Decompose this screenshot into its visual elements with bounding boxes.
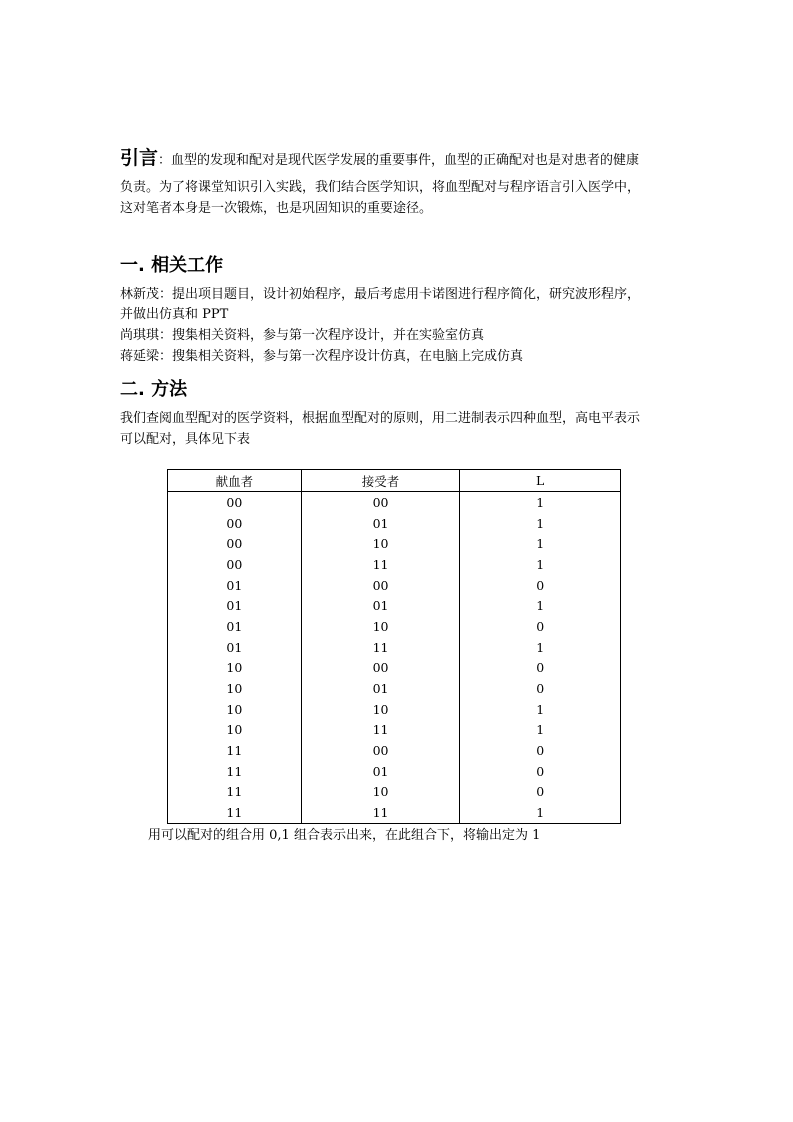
cell-donor: 11: [168, 740, 302, 761]
cell-output: 1: [460, 720, 621, 741]
cell-recipient: 11: [301, 554, 460, 575]
section-1-item-3: 尚琪琪：搜集相关资料，参与第一次程序设计，并在实验室仿真: [120, 328, 485, 343]
table-note: 用可以配对的组合用 0,1 组合表示出来，在此组合下，将输出定为 1: [148, 828, 541, 843]
section-1-item-1: 林新茂：提出项目题目，设计初始程序，最后考虑用卡诺图进行程序简化，研究波形程序，: [120, 287, 641, 302]
table-body: [168, 492, 621, 824]
cell-output: 1: [460, 699, 621, 720]
cell-output: 1: [460, 802, 621, 823]
table-row: [168, 678, 621, 699]
intro-line-3: 这对笔者本身是一次锻炼，也是巩固知识的重要途径。: [120, 201, 433, 216]
table-row: [168, 554, 621, 575]
section-1-item-4: 蒋延梁：搜集相关资料，参与第一次程序设计仿真，在电脑上完成仿真: [120, 349, 524, 364]
intro-line-1: ：血型的发现和配对是现代医学发展的重要事件，血型的正确配对也是对患者的健康: [158, 153, 640, 168]
table-row: [168, 782, 621, 803]
table-header-row: [168, 470, 621, 492]
cell-donor: 00: [168, 492, 302, 513]
section-2-title: 二. 方法: [120, 379, 188, 400]
cell-donor: 11: [168, 782, 302, 803]
table-row: [168, 699, 621, 720]
table-row: [168, 658, 621, 679]
cell-recipient: 10: [301, 782, 460, 803]
cell-recipient: 10: [301, 616, 460, 637]
section-1-item-2: 并做出仿真和 PPT: [120, 307, 229, 322]
cell-recipient: 11: [301, 720, 460, 741]
header-output: L: [460, 470, 621, 492]
cell-output: 0: [460, 658, 621, 679]
cell-recipient: 00: [301, 575, 460, 596]
cell-output: 1: [460, 595, 621, 616]
cell-output: 1: [460, 513, 621, 534]
cell-recipient: 01: [301, 678, 460, 699]
table-row: [168, 761, 621, 782]
blood-type-table: [167, 469, 621, 824]
intro-line-2: 负责。为了将课堂知识引入实践，我们结合医学知识，将血型配对与程序语言引入医学中，: [120, 180, 641, 195]
section-2-line-2: 可以配对，具体见下表: [120, 432, 251, 447]
intro-paragraph: [120, 145, 676, 222]
section-1-title: 一. 相关工作: [120, 255, 224, 276]
table-row: [168, 492, 621, 513]
cell-output: 1: [460, 492, 621, 513]
cell-donor: 00: [168, 554, 302, 575]
header-donor: 献血者: [168, 470, 302, 492]
cell-donor: 11: [168, 761, 302, 782]
cell-recipient: 11: [301, 637, 460, 658]
cell-donor: 01: [168, 637, 302, 658]
cell-recipient: 10: [301, 533, 460, 554]
cell-donor: 10: [168, 720, 302, 741]
cell-donor: 00: [168, 533, 302, 554]
cell-recipient: 01: [301, 595, 460, 616]
cell-donor: 10: [168, 678, 302, 699]
cell-donor: 00: [168, 513, 302, 534]
cell-output: 0: [460, 678, 621, 699]
cell-output: 1: [460, 533, 621, 554]
cell-donor: 10: [168, 658, 302, 679]
cell-recipient: 00: [301, 492, 460, 513]
cell-output: 1: [460, 637, 621, 658]
table-row: [168, 616, 621, 637]
cell-recipient: 00: [301, 740, 460, 761]
section-2-line-1: 我们查阅血型配对的医学资料，根据血型配对的原则，用二进制表示四种血型，高电平表示: [120, 411, 641, 426]
cell-donor: 01: [168, 595, 302, 616]
table-row: [168, 720, 621, 741]
table-row: [168, 575, 621, 596]
cell-output: 0: [460, 782, 621, 803]
cell-output: 0: [460, 616, 621, 637]
table-row: [168, 533, 621, 554]
cell-recipient: 10: [301, 699, 460, 720]
cell-output: 0: [460, 740, 621, 761]
cell-output: 0: [460, 575, 621, 596]
cell-donor: 01: [168, 616, 302, 637]
table-row: [168, 595, 621, 616]
cell-recipient: 01: [301, 513, 460, 534]
cell-output: 0: [460, 761, 621, 782]
table-row: [168, 740, 621, 761]
cell-recipient: 00: [301, 658, 460, 679]
cell-donor: 11: [168, 802, 302, 823]
cell-donor: 01: [168, 575, 302, 596]
intro-lead: 引言: [120, 147, 159, 169]
cell-output: 1: [460, 554, 621, 575]
table-row: [168, 513, 621, 534]
header-recipient: 接受者: [301, 470, 460, 492]
cell-recipient: 11: [301, 802, 460, 823]
cell-donor: 10: [168, 699, 302, 720]
cell-recipient: 01: [301, 761, 460, 782]
table-row: [168, 802, 621, 823]
table-row: [168, 637, 621, 658]
